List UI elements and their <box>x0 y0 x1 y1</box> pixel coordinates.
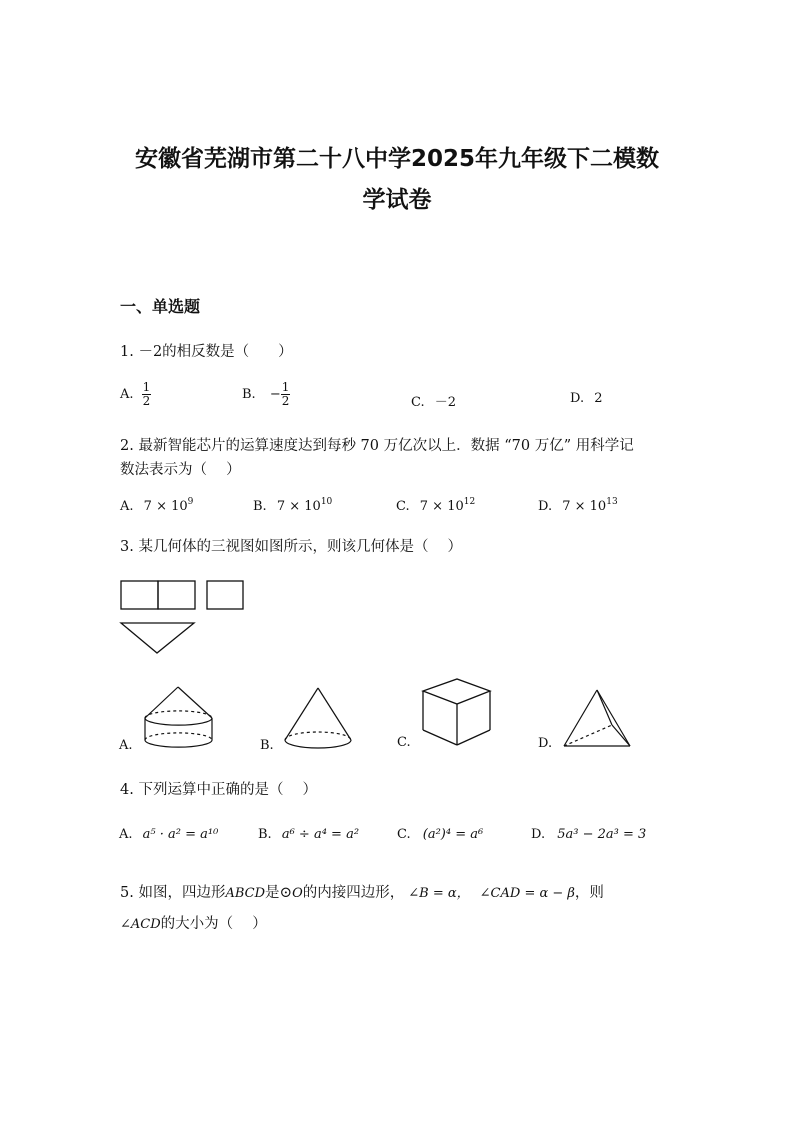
q1-option-d-label: D. <box>570 391 585 406</box>
q3-option-c-label: C. <box>397 735 411 750</box>
q4-option-c <box>397 827 483 842</box>
q2-option-c-base: 7 × 10 <box>419 499 464 514</box>
q5-circle-name: O <box>292 886 303 901</box>
q4-option-a-label: A. <box>119 827 133 842</box>
q2-option-d-exponent: 13 <box>606 497 618 507</box>
q5-connector-text: 是 <box>265 885 280 901</box>
circle-dot-icon: ⊙ <box>279 883 293 901</box>
q5-stem-line1 <box>120 879 604 907</box>
q4-option-c-expr: (a²)⁴ = a⁶ <box>422 827 484 842</box>
q3-option-b-label: B. <box>260 738 274 753</box>
paper-title-line2: 学试卷 <box>362 187 432 213</box>
q5-quadrilateral-name: ABCD <box>225 886 266 901</box>
fraction-numerator: 1 <box>281 380 290 394</box>
q2-option-b-exponent: 10 <box>320 497 333 507</box>
q2-option-a-label: A. <box>120 499 134 514</box>
q3-stem: 3. 某几何体的三视图如图所示，则该几何体是（ ） <box>120 539 463 555</box>
q1-stem: 1. －2的相反数是（ ） <box>120 344 293 360</box>
q1-option-b-label: B. <box>242 387 256 402</box>
q1-option-b-sign: − <box>269 387 281 402</box>
q2-stem-line2: 数法表示为（ ） <box>120 462 241 478</box>
q5-question-text: 的大小为（ ） <box>160 916 267 932</box>
q5-then-text: ，则 <box>574 885 604 901</box>
q5-angle-cad: ∠CAD = α − β <box>479 886 575 901</box>
q1-option-c-value: －2 <box>434 395 457 410</box>
q2-stem-line1: 2. 最新智能芯片的运算速度达到每秒 70 万亿次以上．数据 “70 万亿” 用科学记 <box>120 438 634 454</box>
q4-option-a <box>119 827 218 842</box>
q2-option-b-base: 7 × 10 <box>276 499 321 514</box>
q4-option-a-expr: a⁵ · a² = a¹⁰ <box>142 827 219 842</box>
q2-option-a-base: 7 × 10 <box>143 499 188 514</box>
q5-angle-acd: ∠ACD <box>120 917 161 932</box>
q5-inscribed-text: 的内接四边形， <box>302 885 405 901</box>
q2-option-d-label: D. <box>538 499 553 514</box>
q5-intro-text: 5. 如图，四边形 <box>120 885 226 901</box>
q4-option-b-label: B. <box>258 827 272 842</box>
q2-option-c-exponent: 12 <box>463 497 476 507</box>
fraction-numerator: 1 <box>142 380 151 394</box>
q2-option-b-label: B. <box>253 499 267 514</box>
q2-option-d-base: 7 × 10 <box>562 499 607 514</box>
q4-stem: 4. 下列运算中正确的是（ ） <box>120 782 318 798</box>
q4-option-d-expr: 5a³ − 2a³ = 3 <box>557 827 647 842</box>
q4-option-b-expr: a⁶ ÷ a⁴ = a² <box>281 827 360 842</box>
q4-option-b <box>258 827 359 842</box>
q4-option-d <box>531 827 646 842</box>
q2-option-c-label: C. <box>396 499 410 514</box>
q3-option-d-label: D. <box>538 736 553 751</box>
q2-option-a-exponent: 9 <box>187 497 194 507</box>
q4-option-c-label: C. <box>397 827 411 842</box>
q3-option-a-label: A. <box>119 738 133 753</box>
fraction-denominator: 2 <box>281 394 290 408</box>
q5-angle-b: ∠B = α， <box>408 886 470 901</box>
q4-option-d-label: D. <box>531 827 546 842</box>
section-heading: 一、单选题 <box>120 297 201 316</box>
fraction-denominator: 2 <box>142 394 151 408</box>
q5-stem-line2 <box>120 911 267 938</box>
paper-title-line1: 安徽省芜湖市第二十八中学2025年九年级下二模数 <box>134 146 659 172</box>
q1-option-a-label: A. <box>120 387 134 402</box>
q1-option-c-label: C. <box>411 395 425 410</box>
q1-option-d-value: 2 <box>594 391 603 406</box>
